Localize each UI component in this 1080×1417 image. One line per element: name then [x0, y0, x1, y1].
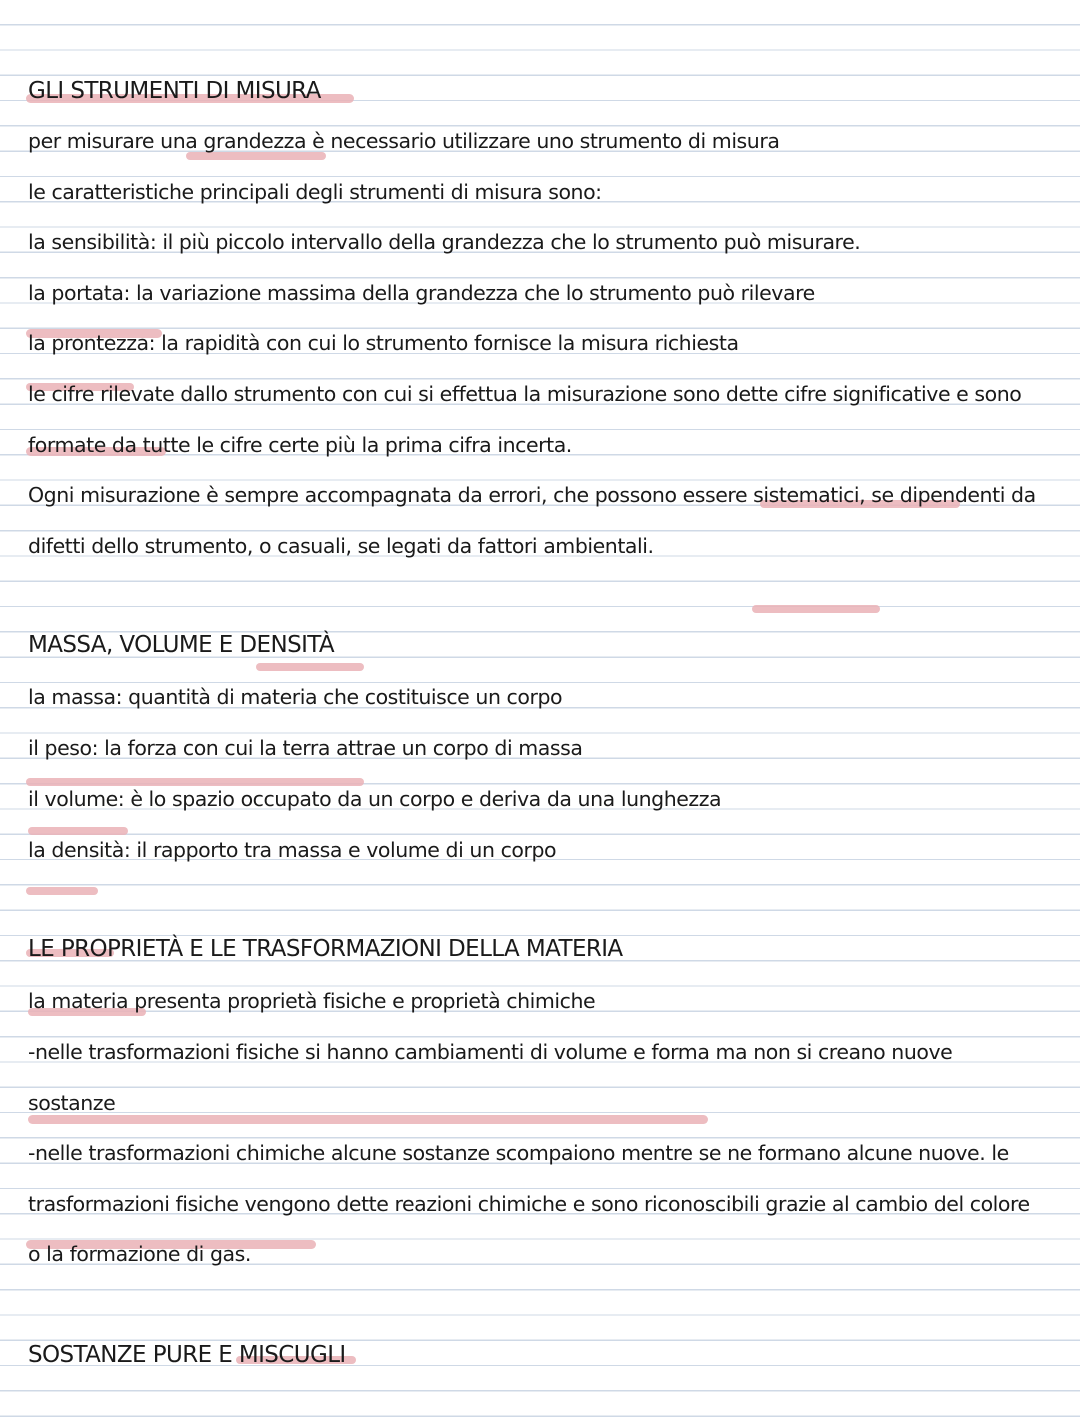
text-line: la prontezza: la rapidità con cui lo strumento fornisce la misura richiesta — [28, 331, 739, 355]
text-line: la sensibilità: il più piccolo intervallo della grandezza che lo strumento può misurare. — [28, 230, 861, 254]
section-heading-strumenti: GLI STRUMENTI DI MISURA — [28, 78, 321, 104]
highlight-stroke — [256, 663, 364, 671]
text-line: per misurare una grandezza è necessario utilizzare uno strumento di misura — [28, 129, 780, 153]
highlight-stroke — [26, 778, 364, 786]
section-heading-proprieta: LE PROPRIETÀ E LE TRASFORMAZIONI DELLA MATERIA — [28, 936, 623, 962]
text-line: le caratteristiche principali degli strumenti di misura sono: — [28, 180, 602, 204]
text-line: le cifre rilevate dallo strumento con cui si effettua la misurazione sono dette cifre significative e sono — [28, 382, 1022, 406]
text-line: Ogni misurazione è sempre accompagnata da errori, che possono essere sistematici, se dipendenti da — [28, 483, 1036, 507]
section-heading-sostanze: SOSTANZE PURE E MISCUGLI — [28, 1342, 346, 1368]
highlight-stroke — [26, 887, 98, 895]
highlight-stroke — [752, 605, 880, 613]
text-line: difetti dello strumento, o casuali, se legati da fattori ambientali. — [28, 534, 654, 558]
text-line: formate da tutte le cifre certe più la prima cifra incerta. — [28, 433, 572, 457]
text-line: la densità: il rapporto tra massa e volume di un corpo — [28, 838, 557, 862]
text-line: la massa: quantità di materia che costituisce un corpo — [28, 685, 563, 709]
text-line: la materia presenta proprietà fisiche e proprietà chimiche — [28, 989, 596, 1013]
text-line: trasformazioni fisiche vengono dette reazioni chimiche e sono riconoscibili grazie al cambio del colore — [28, 1192, 1030, 1216]
text-line: la portata: la variazione massima della grandezza che lo strumento può rilevare — [28, 281, 815, 305]
text-line: -nelle trasformazioni fisiche si hanno cambiamenti di volume e forma ma non si creano nuove — [28, 1040, 953, 1064]
highlight-stroke — [28, 827, 128, 835]
section-heading-massa: MASSA, VOLUME E DENSITÀ — [28, 632, 335, 658]
text-line: -nelle trasformazioni chimiche alcune sostanze scompaiono mentre se ne formano alcune nuove. le — [28, 1141, 1009, 1165]
text-line: o la formazione di gas. — [28, 1242, 251, 1266]
text-line: il peso: la forza con cui la terra attrae un corpo di massa — [28, 736, 583, 760]
text-line: il volume: è lo spazio occupato da un corpo e deriva da una lunghezza — [28, 787, 722, 811]
text-line: sostanze — [28, 1091, 116, 1115]
highlight-stroke — [28, 1115, 708, 1124]
